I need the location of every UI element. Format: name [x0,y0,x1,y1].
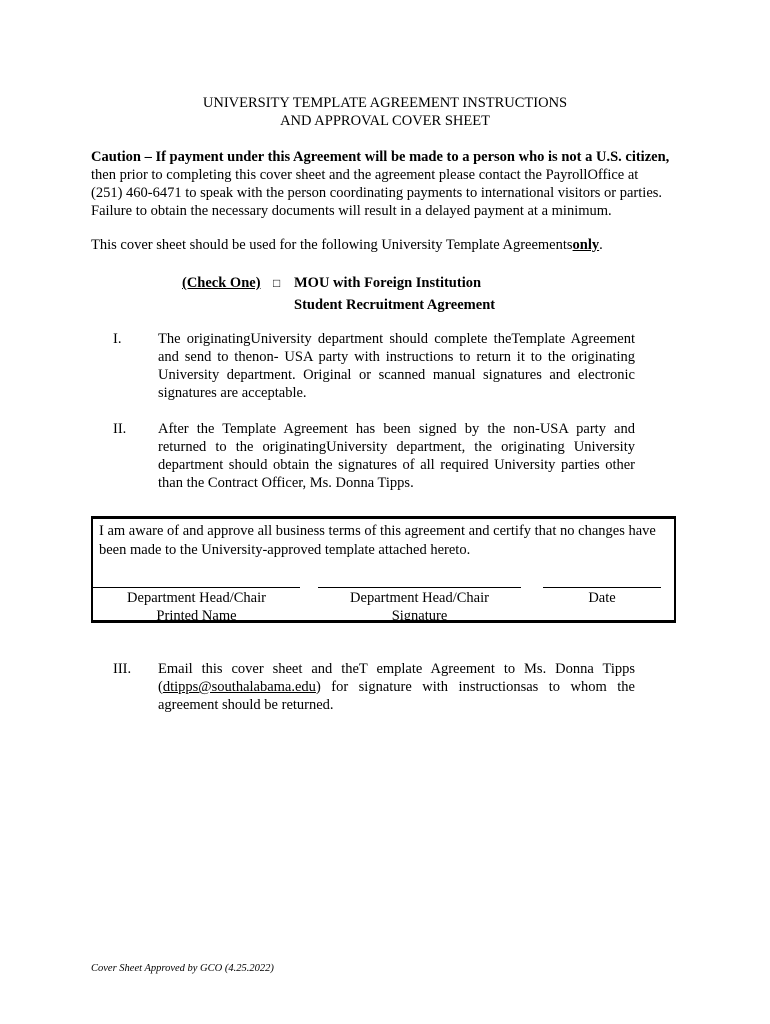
cover-use-period: . [599,237,603,253]
signature-line-printed-name [93,587,300,588]
title-line-1: UNIVERSITY TEMPLATE AGREEMENT INSTRUCTIONS [202,95,568,111]
caution-line-2: then prior to completing this cover sheet and the agreement please contact the PayrollOffice at [91,167,639,183]
cover-use-paragraph [91,236,691,254]
item-text [158,660,635,714]
label-line-1: Department Head/Chair [350,590,489,606]
signature-label-printed-name [93,589,300,625]
label-line-1: Department Head/Chair [127,590,266,606]
document-title [0,94,770,130]
check-one-label: (Check One) [182,275,261,291]
option-student-recruitment: Student Recruitment Agreement [294,297,496,313]
email-link[interactable]: dtipps@southalabama.edu [162,679,316,695]
item-text-after: ) for signature with instructionsas to whom the agreement should be returned. [158,679,635,713]
label-line-2: Signature [391,608,448,624]
approval-statement: I am aware of and approve all business terms of this agreement and certify that no changes have been made to the University-approved template attached hereto. [99,523,656,558]
signature-line-date [543,587,661,588]
footer-approval-note: Cover Sheet Approved by GCO (4.25.2022) [91,963,274,974]
label-line-1: Date [588,590,616,606]
title-line-2: AND APPROVAL COVER SHEET [280,113,490,129]
item-text: After the Template Agreement has been signed by the non-USA party and returned to the originatingUniversity department, the originating University department should obtain the signatures of all required University parties other than the Contract Officer, Ms. Donna Tipps. [158,421,635,491]
signature-label-date [543,589,661,607]
caution-paragraph [91,148,691,220]
caution-line-4: Failure to obtain the necessary documents will result in a delayed payment at a minimum. [91,203,612,219]
checkbox-icon[interactable]: □ [273,276,281,290]
item-number: II. [113,421,127,437]
item-text: The originatingUniversity department should complete theTemplate Agreement and send to thenon- USA party with instructions to return it to the originating University department. Original or scanned manual signatures and electronic signatures are acceptable. [158,331,635,401]
caution-heading: Caution – If payment under this Agreement will be made to a person who is not a U.S. citizen, [91,149,670,165]
option-mou: MOU with Foreign Institution [294,275,482,291]
label-line-2: Printed Name [156,608,237,624]
item-text-before: Email this cover sheet and theT emplate Agreement to Ms. Donna Tipps ( [158,661,635,695]
approval-box [91,516,676,623]
signature-label-signature [318,589,521,625]
item-number: III. [113,661,132,677]
signature-line-signature [318,587,521,588]
cover-use-emphasis: only [572,237,600,253]
cover-use-text: This cover sheet should be used for the following University Template Agreements [91,237,573,253]
item-number: I. [113,331,122,347]
caution-line-3: (251) 460-6471 to speak with the person coordinating payments to international visitors or parties. [91,185,663,201]
